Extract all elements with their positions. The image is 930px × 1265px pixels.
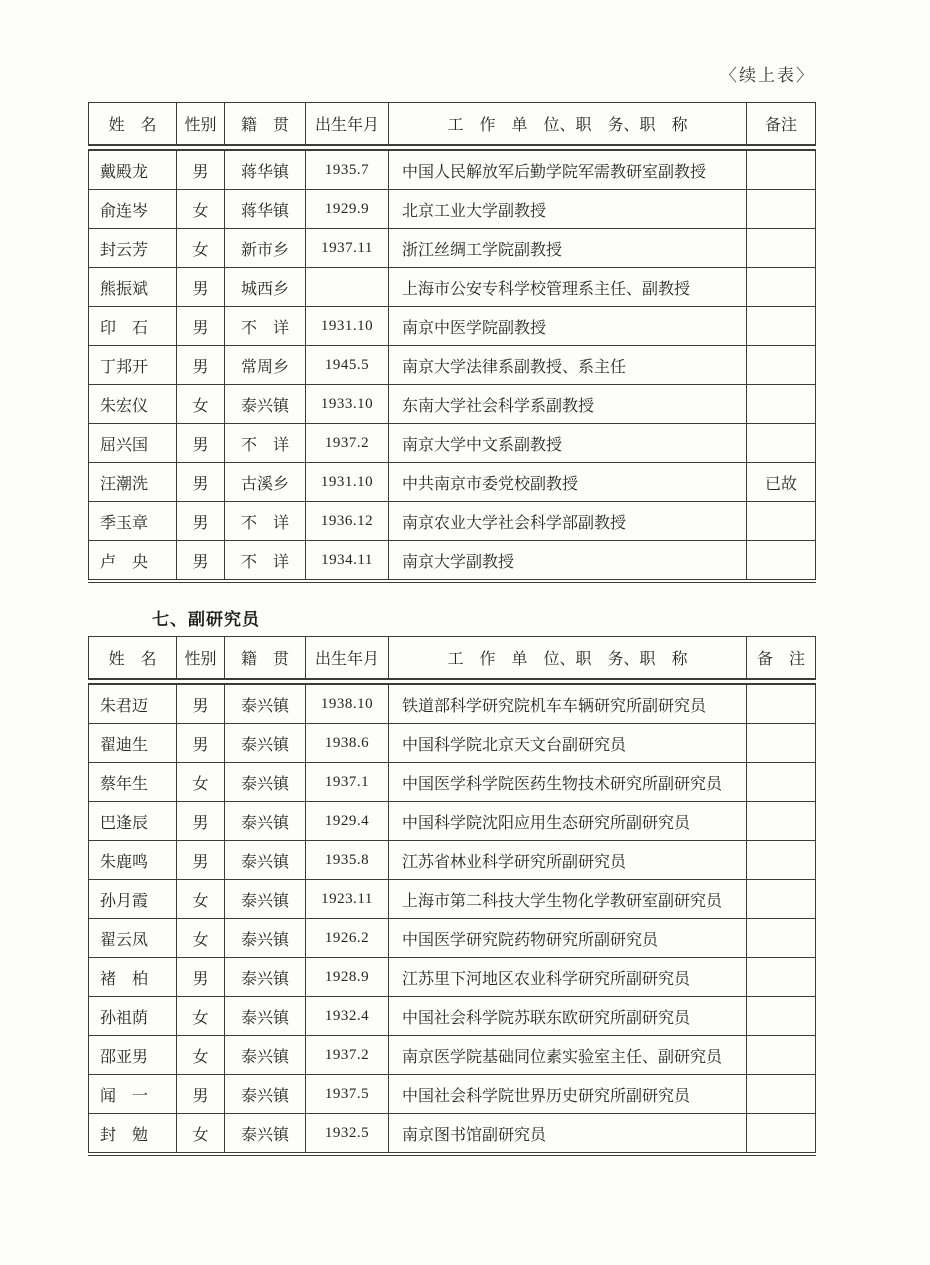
cell-gender: 女 xyxy=(177,1114,225,1155)
cell-origin: 常周乡 xyxy=(225,346,306,385)
cell-remarks xyxy=(747,880,816,919)
cell-origin: 不 详 xyxy=(225,502,306,541)
associate-professors-table xyxy=(88,102,816,583)
table-row xyxy=(89,802,816,841)
cell-origin: 泰兴镇 xyxy=(225,958,306,997)
associate-researchers-table xyxy=(88,636,816,1156)
cell-workunit: 南京农业大学社会科学部副教授 xyxy=(389,502,747,541)
cell-birthdate: 1932.5 xyxy=(306,1114,389,1155)
cell-birthdate: 1932.4 xyxy=(306,997,389,1036)
cell-birthdate: 1931.10 xyxy=(306,307,389,346)
cell-origin: 泰兴镇 xyxy=(225,880,306,919)
cell-workunit: 北京工业大学副教授 xyxy=(389,190,747,229)
table-row xyxy=(89,1036,816,1075)
cell-workunit: 南京大学中文系副教授 xyxy=(389,424,747,463)
cell-workunit: 南京大学法律系副教授、系主任 xyxy=(389,346,747,385)
cell-remarks xyxy=(747,541,816,582)
cell-remarks xyxy=(747,724,816,763)
cell-gender: 女 xyxy=(177,880,225,919)
cell-name: 蔡年生 xyxy=(89,763,177,802)
cell-remarks xyxy=(747,346,816,385)
cell-origin: 城西乡 xyxy=(225,268,306,307)
cell-gender: 女 xyxy=(177,763,225,802)
cell-origin: 泰兴镇 xyxy=(225,802,306,841)
cell-birthdate: 1926.2 xyxy=(306,919,389,958)
cell-gender: 女 xyxy=(177,919,225,958)
header-origin: 籍 贯 xyxy=(225,637,306,682)
cell-workunit: 江苏省林业科学研究所副研究员 xyxy=(389,841,747,880)
header-remarks: 备 注 xyxy=(747,637,816,682)
cell-remarks: 已故 xyxy=(747,463,816,502)
table-row xyxy=(89,763,816,802)
cell-origin: 古溪乡 xyxy=(225,463,306,502)
cell-origin: 不 详 xyxy=(225,307,306,346)
cell-origin: 不 详 xyxy=(225,424,306,463)
cell-birthdate: 1935.7 xyxy=(306,148,389,190)
cell-birthdate: 1929.4 xyxy=(306,802,389,841)
cell-gender: 男 xyxy=(177,802,225,841)
cell-birthdate: 1937.1 xyxy=(306,763,389,802)
cell-name: 朱鹿鸣 xyxy=(89,841,177,880)
header-gender: 性别 xyxy=(177,637,225,682)
cell-name: 翟云凤 xyxy=(89,919,177,958)
cell-gender: 女 xyxy=(177,1036,225,1075)
cell-name: 熊振斌 xyxy=(89,268,177,307)
cell-remarks xyxy=(747,424,816,463)
cell-name: 戴殿龙 xyxy=(89,148,177,190)
cell-remarks xyxy=(747,148,816,190)
cell-remarks xyxy=(747,307,816,346)
table-row xyxy=(89,682,816,724)
cell-remarks xyxy=(747,1036,816,1075)
cell-birthdate: 1938.6 xyxy=(306,724,389,763)
cell-gender: 男 xyxy=(177,958,225,997)
cell-birthdate: 1923.11 xyxy=(306,880,389,919)
table-row xyxy=(89,841,816,880)
table-row xyxy=(89,724,816,763)
cell-origin: 泰兴镇 xyxy=(225,682,306,724)
table-row xyxy=(89,502,816,541)
cell-remarks xyxy=(747,682,816,724)
cell-workunit: 江苏里下河地区农业科学研究所副研究员 xyxy=(389,958,747,997)
header-origin: 籍 贯 xyxy=(225,103,306,148)
continuation-note: 〈续上表〉 xyxy=(720,66,815,85)
cell-workunit: 中国科学院北京天文台副研究员 xyxy=(389,724,747,763)
cell-remarks xyxy=(747,268,816,307)
cell-birthdate: 1935.8 xyxy=(306,841,389,880)
cell-gender: 男 xyxy=(177,346,225,385)
cell-workunit: 中国人民解放军后勤学院军需教研室副教授 xyxy=(389,148,747,190)
cell-workunit: 中国医学研究院药物研究所副研究员 xyxy=(389,919,747,958)
table-row xyxy=(89,541,816,582)
cell-remarks xyxy=(747,841,816,880)
table-row xyxy=(89,1075,816,1114)
cell-name: 屈兴国 xyxy=(89,424,177,463)
cell-gender: 男 xyxy=(177,541,225,582)
cell-gender: 男 xyxy=(177,268,225,307)
cell-birthdate: 1928.9 xyxy=(306,958,389,997)
header-name: 姓 名 xyxy=(89,637,177,682)
table-row xyxy=(89,346,816,385)
cell-gender: 男 xyxy=(177,682,225,724)
header-gender: 性别 xyxy=(177,103,225,148)
table-row xyxy=(89,190,816,229)
cell-remarks xyxy=(747,502,816,541)
cell-origin: 泰兴镇 xyxy=(225,1114,306,1155)
cell-name: 孙月霞 xyxy=(89,880,177,919)
cell-name: 封 勉 xyxy=(89,1114,177,1155)
cell-origin: 蒋华镇 xyxy=(225,148,306,190)
cell-workunit: 南京医学院基础同位素实验室主任、副研究员 xyxy=(389,1036,747,1075)
cell-name: 汪潮洗 xyxy=(89,463,177,502)
cell-workunit: 东南大学社会科学系副教授 xyxy=(389,385,747,424)
table-row xyxy=(89,307,816,346)
cell-origin: 不 详 xyxy=(225,541,306,582)
table-row xyxy=(89,463,816,502)
cell-remarks xyxy=(747,958,816,997)
table-row xyxy=(89,880,816,919)
cell-birthdate: 1937.5 xyxy=(306,1075,389,1114)
cell-name: 巴逢辰 xyxy=(89,802,177,841)
cell-gender: 男 xyxy=(177,463,225,502)
cell-gender: 男 xyxy=(177,1075,225,1114)
cell-name: 印 石 xyxy=(89,307,177,346)
cell-workunit: 中国社会科学院世界历史研究所副研究员 xyxy=(389,1075,747,1114)
table-row xyxy=(89,958,816,997)
cell-name: 季玉章 xyxy=(89,502,177,541)
cell-name: 孙祖荫 xyxy=(89,997,177,1036)
cell-gender: 男 xyxy=(177,502,225,541)
cell-gender: 男 xyxy=(177,724,225,763)
cell-workunit: 南京大学副教授 xyxy=(389,541,747,582)
cell-origin: 泰兴镇 xyxy=(225,919,306,958)
table-row xyxy=(89,424,816,463)
cell-gender: 女 xyxy=(177,997,225,1036)
cell-origin: 泰兴镇 xyxy=(225,385,306,424)
cell-origin: 泰兴镇 xyxy=(225,997,306,1036)
cell-remarks xyxy=(747,763,816,802)
cell-origin: 泰兴镇 xyxy=(225,763,306,802)
table-row xyxy=(89,997,816,1036)
cell-gender: 男 xyxy=(177,841,225,880)
cell-gender: 男 xyxy=(177,307,225,346)
header-birthdate: 出生年月 xyxy=(306,103,389,148)
cell-workunit: 浙江丝绸工学院副教授 xyxy=(389,229,747,268)
table-row xyxy=(89,385,816,424)
cell-origin: 蒋华镇 xyxy=(225,190,306,229)
table-row xyxy=(89,1114,816,1155)
cell-birthdate xyxy=(306,268,389,307)
cell-origin: 泰兴镇 xyxy=(225,841,306,880)
cell-birthdate: 1933.10 xyxy=(306,385,389,424)
cell-workunit: 上海市第二科技大学生物化学教研室副研究员 xyxy=(389,880,747,919)
cell-workunit: 南京中医学院副教授 xyxy=(389,307,747,346)
section-heading: 七、副研究员 xyxy=(152,610,260,629)
cell-gender: 女 xyxy=(177,385,225,424)
header-workunit: 工 作 单 位、职 务、职 称 xyxy=(389,637,747,682)
cell-workunit: 中国社会科学院苏联东欧研究所副研究员 xyxy=(389,997,747,1036)
cell-birthdate: 1937.2 xyxy=(306,1036,389,1075)
table-row xyxy=(89,148,816,190)
cell-gender: 男 xyxy=(177,148,225,190)
cell-birthdate: 1936.12 xyxy=(306,502,389,541)
header-remarks: 备注 xyxy=(747,103,816,148)
cell-remarks xyxy=(747,802,816,841)
cell-birthdate: 1937.2 xyxy=(306,424,389,463)
cell-origin: 泰兴镇 xyxy=(225,1075,306,1114)
cell-name: 封云芳 xyxy=(89,229,177,268)
cell-workunit: 中共南京市委党校副教授 xyxy=(389,463,747,502)
table-row xyxy=(89,268,816,307)
cell-name: 卢 央 xyxy=(89,541,177,582)
cell-birthdate: 1938.10 xyxy=(306,682,389,724)
cell-remarks xyxy=(747,997,816,1036)
cell-remarks xyxy=(747,1075,816,1114)
cell-remarks xyxy=(747,1114,816,1155)
cell-remarks xyxy=(747,919,816,958)
cell-origin: 泰兴镇 xyxy=(225,724,306,763)
cell-name: 朱宏仪 xyxy=(89,385,177,424)
header-name: 姓 名 xyxy=(89,103,177,148)
cell-gender: 男 xyxy=(177,424,225,463)
cell-gender: 女 xyxy=(177,229,225,268)
cell-remarks xyxy=(747,229,816,268)
cell-name: 邵亚男 xyxy=(89,1036,177,1075)
cell-workunit: 南京图书馆副研究员 xyxy=(389,1114,747,1155)
cell-workunit: 中国科学院沈阳应用生态研究所副研究员 xyxy=(389,802,747,841)
cell-birthdate: 1934.11 xyxy=(306,541,389,582)
table-row xyxy=(89,229,816,268)
header-workunit: 工 作 单 位、职 务、职 称 xyxy=(389,103,747,148)
cell-birthdate: 1931.10 xyxy=(306,463,389,502)
cell-name: 翟迪生 xyxy=(89,724,177,763)
cell-birthdate: 1945.5 xyxy=(306,346,389,385)
cell-remarks xyxy=(747,385,816,424)
cell-origin: 泰兴镇 xyxy=(225,1036,306,1075)
cell-name: 朱君迈 xyxy=(89,682,177,724)
cell-birthdate: 1937.11 xyxy=(306,229,389,268)
cell-name: 俞连岑 xyxy=(89,190,177,229)
cell-remarks xyxy=(747,190,816,229)
header-row xyxy=(89,637,816,682)
cell-name: 褚 柏 xyxy=(89,958,177,997)
cell-gender: 女 xyxy=(177,190,225,229)
cell-workunit: 中国医学科学院医药生物技术研究所副研究员 xyxy=(389,763,747,802)
table-row xyxy=(89,919,816,958)
cell-workunit: 上海市公安专科学校管理系主任、副教授 xyxy=(389,268,747,307)
header-row xyxy=(89,103,816,148)
header-birthdate: 出生年月 xyxy=(306,637,389,682)
cell-origin: 新市乡 xyxy=(225,229,306,268)
cell-birthdate: 1929.9 xyxy=(306,190,389,229)
cell-name: 闻 一 xyxy=(89,1075,177,1114)
cell-workunit: 铁道部科学研究院机车车辆研究所副研究员 xyxy=(389,682,747,724)
cell-name: 丁邦开 xyxy=(89,346,177,385)
